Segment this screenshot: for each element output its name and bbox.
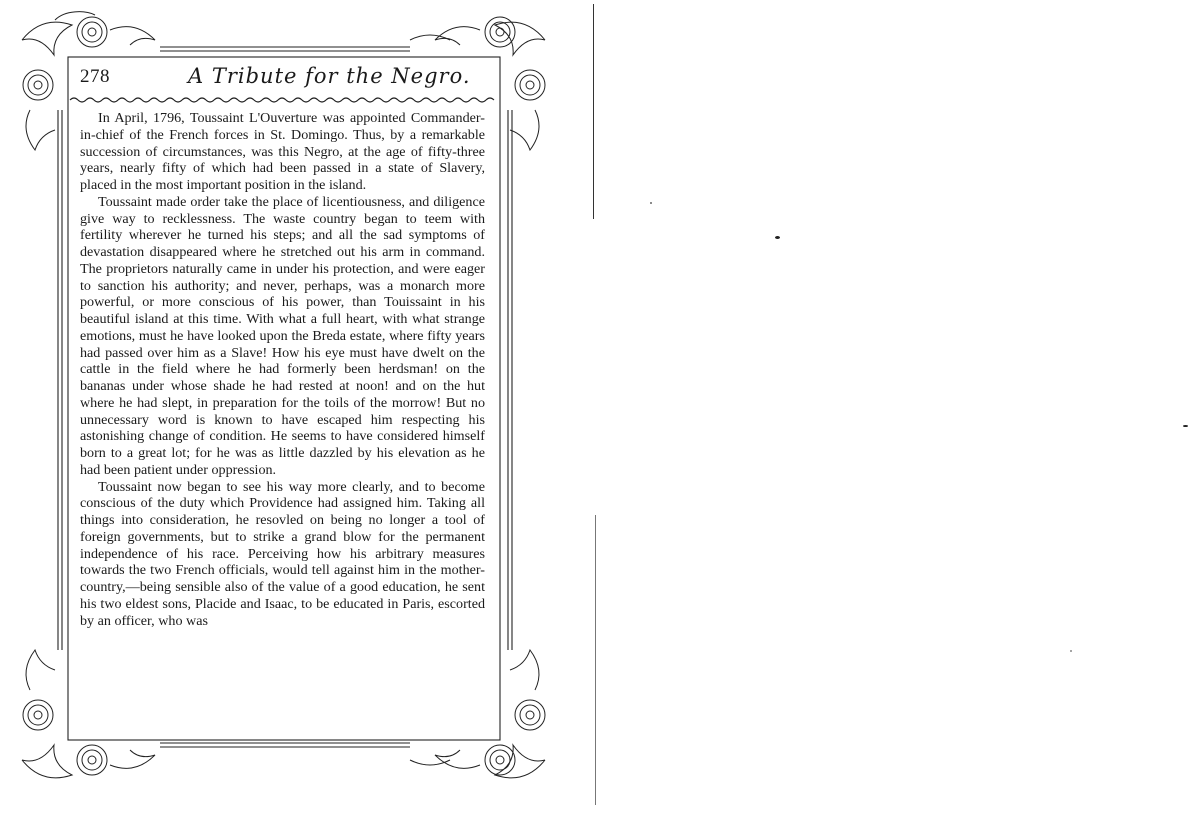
running-title: A Tribute for the Negro.: [188, 64, 471, 88]
running-header: [70, 62, 500, 98]
page-number: 278: [80, 66, 110, 87]
gutter-line: [593, 4, 594, 219]
gutter-line: [595, 515, 596, 805]
page-speck: [1070, 650, 1072, 652]
body-text: [80, 110, 485, 629]
paragraph: In April, 1796, Toussaint L'Ouverture was appointed Commander-in-chief of the French forces in St. Domingo. Thus, by a remarkable succession of circumstances, was this Negro, at the age of fifty-three years, nearly fifty of which had been passed in a state of Slavery, placed in the most important position in the island.: [80, 110, 485, 193]
paragraph: Toussaint made order take the place of licentiousness, and diligence give way to recklessness. The waste country began to teem with fertility wherever he turned his steps; and all the sad symptoms of devastation disappeared where he stretched out his arm in command. The proprietors naturally came in under his protection, and were eager to sanction his authority; and never, perhaps, was a monarch more powerful, or more conscious of his power, than Touissaint in his beautiful island at this time. With what a full heart, with what strange emotions, must he have looked upon the Breda estate, where fifty years had passed over him as a Slave! How his eye must have dwelt on the cattle in the field where he had formerly been herdsman! on the bananas under whose shade he had rested at noon! and on the hut where he had slept, in preparation for the toils of the morrow! But no unnecessary word is known to have escaped him respecting his astonishing change of condition. He seems to have considered himself born to a great lot; for he was as little dazzled by his elevation as he had been patient under oppression.: [80, 193, 485, 478]
page-speck: [650, 202, 652, 204]
paragraph: Toussaint now began to see his way more clearly, and to become conscious of the duty which Providence had assigned him. Taking all things into consideration, he resovled on being no longer a tool of foreign governments, but to strike a grand blow for the permanent independence of his race. Perceiving how his arbitrary measures towards the two French officials, would tell against him in the mother-country,—being sensible also of the value of a good education, he sent his two eldest sons, Placide and Isaac, to be educated in Paris, escorted by an officer, who was: [80, 478, 485, 629]
page-speck: [775, 236, 780, 239]
page-speck: [1183, 425, 1188, 427]
